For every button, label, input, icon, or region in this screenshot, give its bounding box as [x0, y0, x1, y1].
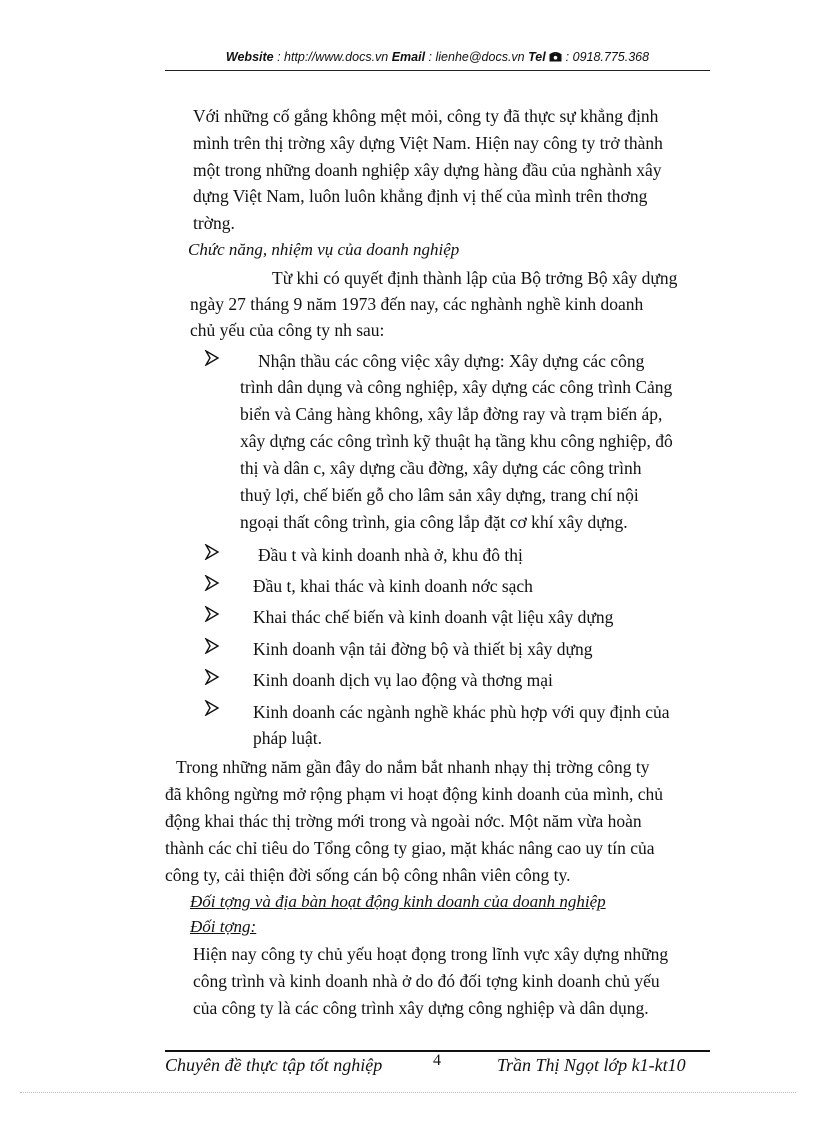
list-item-text: Kinh doanh các ngành nghề khác phù hợp với quy định của [253, 702, 670, 722]
text-line: dựng Việt Nam, luôn luôn khẳng định vị thế của mình trên thơng [193, 186, 648, 206]
text-line: chủ yếu của công ty nh sau: [190, 320, 385, 340]
text-line: trờng. [193, 213, 235, 233]
page-bottom-border [20, 1092, 796, 1093]
list-item-text: ngoại thất công trình, gia công lắp đặt cơ khí xây dựng. [240, 512, 628, 532]
phone-icon [549, 51, 562, 62]
arrow-bullet-icon [204, 544, 220, 560]
arrow-bullet-icon [204, 700, 220, 716]
text-line: của công ty là các công trình xây dựng công nghiệp và dân dụng. [193, 998, 649, 1018]
arrow-bullet-icon [204, 606, 220, 622]
list-item-text: Khai thác chế biến và kinh doanh vật liệu xây dựng [253, 607, 614, 627]
list-item-text: Đầu t và kinh doanh nhà ở, khu đô thị [258, 545, 523, 565]
text-line: đã không ngừng mở rộng phạm vi hoạt động kinh doanh của mình, chủ [165, 784, 663, 804]
list-item-text: Kinh doanh vận tải đờng bộ và thiết bị xây dựng [253, 639, 593, 659]
website-value: : http://www.docs.vn [273, 50, 392, 64]
list-item-text: xây dựng các công trình kỹ thuật hạ tầng khu công nghiệp, đô [240, 431, 673, 451]
list-item-text: trình dân dụng và công nghiệp, xây dựng các công trình Cảng [240, 377, 673, 397]
text-line: động khai thác thị trờng mới trong và ngoài nớc. Một năm vừa hoàn [165, 811, 642, 831]
list-item-text: thuỷ lợi, chế biến gỗ cho lâm sản xây dựng, trang chí nội [240, 485, 639, 505]
footer-left-text: Chuyên đề thực tập tốt nghiệp [165, 1055, 383, 1075]
list-item-text: pháp luật. [253, 728, 323, 748]
tel-label: Tel [528, 50, 546, 64]
text-line: công ty, cải thiện đời sống cán bộ công nhân viên công ty. [165, 865, 571, 885]
list-item-text: Kinh doanh dịch vụ lao động và thơng mại [253, 670, 553, 690]
section-heading: Chức năng, nhiệm vụ của doanh nghiệp [188, 240, 460, 259]
header-rule [165, 70, 710, 71]
list-item-text: Đầu t, khai thác và kinh doanh nớc sạch [253, 576, 533, 596]
text-line: thành các chỉ tiêu do Tổng công ty giao, mặt khác nâng cao uy tín của [165, 838, 655, 858]
page-number: 4 [433, 1052, 441, 1069]
text-line: Hiện nay công ty chủ yếu hoạt đọng trong lĩnh vực xây dựng những [193, 944, 669, 964]
list-item-text: thị và dân c, xây dựng cầu đờng, xây dựng các công trình [240, 458, 642, 478]
page-header [165, 50, 710, 64]
email-label: Email [391, 50, 426, 64]
text-line: Từ khi có quyết định thành lập của Bộ trởng Bộ xây dựng [272, 268, 678, 288]
email-value: : lienhe@docs.vn [425, 50, 529, 64]
arrow-bullet-icon [204, 350, 220, 366]
text-line: Với những cố gắng không mệt mỏi, công ty đã thực sự khẳng định [193, 106, 659, 126]
section-heading: Đối tợng và địa bàn hoạt động kinh doanh của doanh nghiệp [190, 892, 606, 911]
arrow-bullet-icon [204, 669, 220, 685]
tel-value: : 0918.775.368 [562, 50, 650, 64]
text-line: mình trên thị trờng xây dựng Việt Nam. Hiện nay công ty trở thành [193, 133, 663, 153]
text-line: ngày 27 tháng 9 năm 1973 đến nay, các nghành nghề kinh doanh [190, 294, 644, 314]
arrow-bullet-icon [204, 638, 220, 654]
text-line: Trong những năm gần đây do nắm bắt nhanh nhạy thị trờng công ty [176, 757, 650, 777]
list-item-text: Nhận thầu các công việc xây dựng: Xây dựng các công [258, 351, 645, 371]
text-line: một trong những doanh nghiệp xây dựng hàng đầu của nghành xây [193, 160, 662, 180]
footer-right-text: Trần Thị Ngọt lớp k1-kt10 [497, 1055, 686, 1075]
list-item-text: biển và Cảng hàng không, xây lắp đờng ray và trạm biến áp, [240, 404, 663, 424]
section-subheading: Đối tợng: [190, 917, 257, 936]
text-line: công trình và kinh doanh nhà ở do đó đối tợng kinh doanh chủ yếu [193, 971, 660, 991]
arrow-bullet-icon [204, 575, 220, 591]
website-label: Website [225, 50, 274, 64]
